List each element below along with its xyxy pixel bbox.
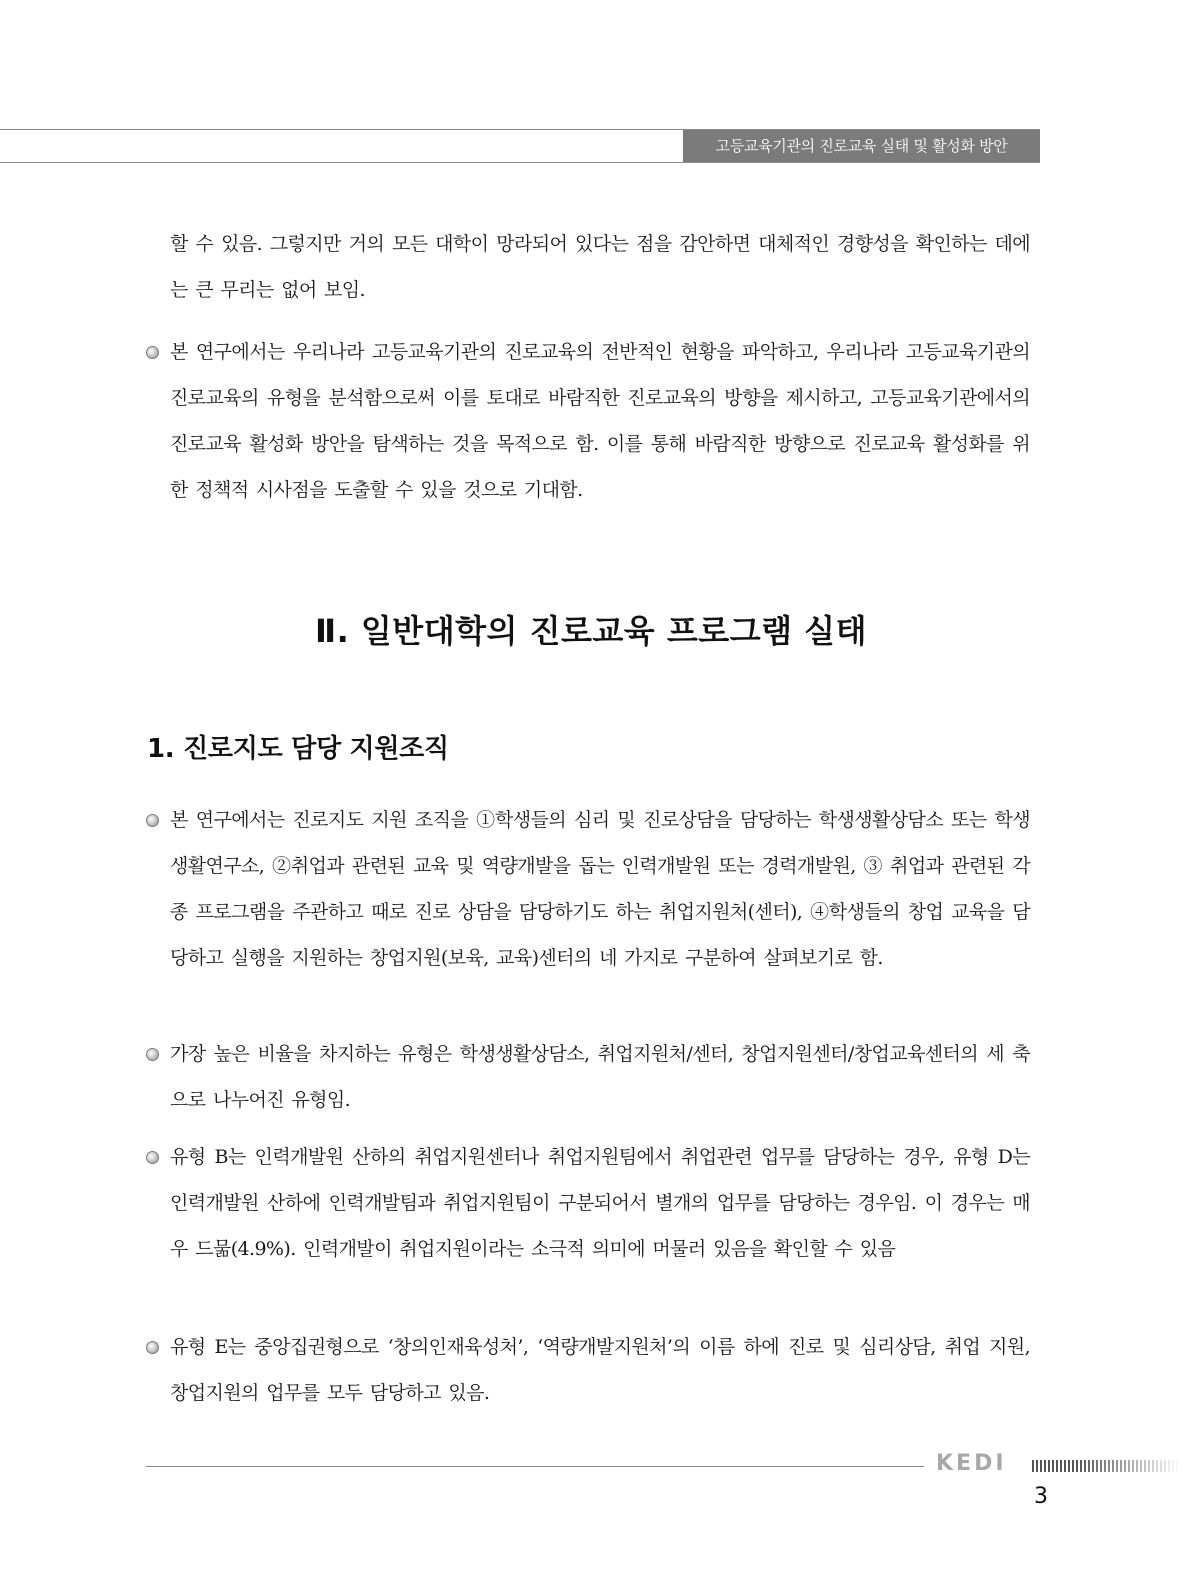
section-title: Ⅱ. 일반대학의 진로교육 프로그램 실태 [315,612,867,650]
intro-bullet-paragraph: 본 연구에서는 우리나라 고등교육기관의 진로교육의 전반적인 현황을 파악하고, 우리나라 고등교육기관의 진로교육의 유형을 분석함으로써 이를 토대로 바람직한 진로교육의 방향을 제시하고, 고등교육기관에서의 진로교육 활성화 방안을 탐색하는 것을 목적으로 함. 이를 통해 바람직한 방향으로 진로교육 활성화를 위한 정책적 시사점을 도출할 수 있을 것으로 기대함. [170,341,1030,501]
bullet-icon [146,346,159,359]
intro-paragraph-continued: 할 수 있음. 그렇지만 거의 모든 대학이 망라되어 있다는 점을 감안하면 대체적인 경향성을 확인하는 데에는 큰 무리는 없어 보임. [170,233,1030,301]
header-rule-bottom [0,162,1040,163]
subsection-title: 1. 진로지도 담당 지원조직 [147,734,449,764]
bullet-paragraph: 유형 E는 중앙집권형으로 ‘창의인재육성처’, ‘역량개발지원처’의 이름 하에 진로 및 심리상담, 취업 지원, 창업지원의 업무를 모두 담당하고 있음. [170,1336,1030,1404]
bullet-icon [146,1048,159,1061]
page-number: 3 [1034,1484,1048,1509]
kedi-logo: KEDI [936,1451,1007,1476]
bullet-paragraph: 유형 B는 인력개발원 산하의 취업지원센터나 취업지원팀에서 취업관련 업무를 담당하는 경우, 유형 D는 인력개발원 산하에 인력개발팀과 취업지원팀이 구분되어서 별개의 업무를 담당하는 경우임. 이 경우는 매우 드묾(4.9%). 인력개발이 취업지원이라는 소극적 의미에 머물러 있음을 확인할 수 있음 [170,1146,1030,1260]
bullet-icon [146,814,159,827]
bullet-icon [146,1341,159,1354]
bullet-paragraph: 가장 높은 비율을 차지하는 유형은 학생생활상담소, 취업지원처/센터, 창업지원센터/창업교육센터의 세 축으로 나누어진 유형임. [170,1043,1030,1111]
running-header-title: 고등교육기관의 진로교육 실태 및 활성화 방안 [683,130,1040,162]
bullet-paragraph: 본 연구에서는 진로지도 지원 조직을 ①학생들의 심리 및 진로상담을 담당하는 학생생활상담소 또는 학생생활연구소, ②취업과 관련된 교육 및 역량개발을 돕는 인력개발원 또는 경력개발원, ③ 취업과 관련된 각종 프로그램을 주관하고 때로 진로 상담을 담당하기도 하는 취업지원처(센터), ④학생들의 창업 교육을 담당하고 실행을 지원하는 창업지원(보육, 교육)센터의 네 가지로 구분하여 살펴보기로 함. [170,809,1030,969]
bullet-icon [146,1151,159,1164]
footer-decorative-bar [1032,1460,1182,1472]
footer-rule [146,1466,924,1467]
